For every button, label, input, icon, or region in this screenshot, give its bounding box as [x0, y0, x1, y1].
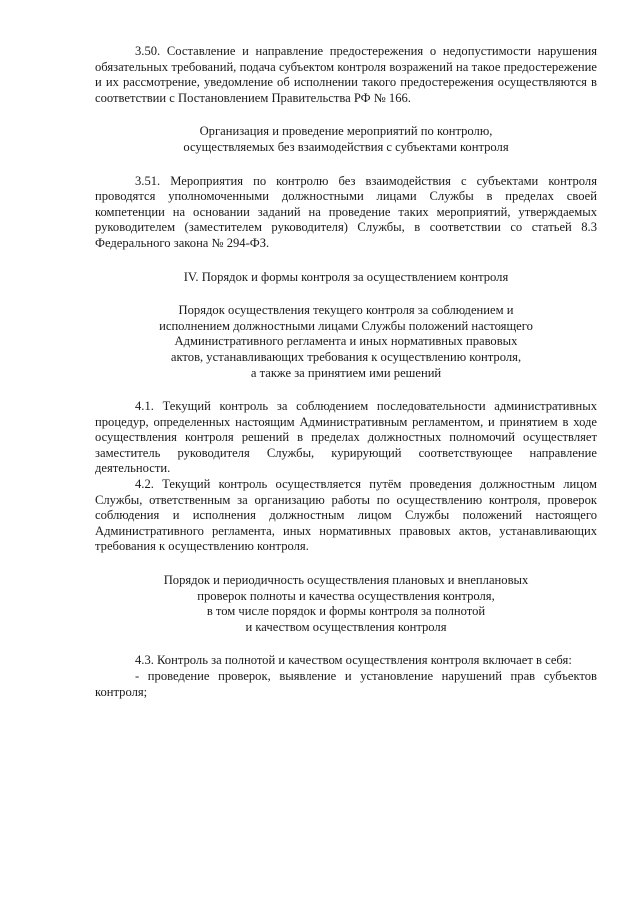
- list-item: - проведение проверок, выявление и установление нарушений прав субъектов контроля;: [95, 669, 597, 699]
- paragraph-4-3: 4.3. Контроль за полнотой и качеством осуществления контроля включает в себя:: [135, 653, 572, 668]
- heading-line: Административного регламента и иных нормативных правовых: [174, 334, 518, 349]
- heading-line: Организация и проведение мероприятий по контролю,: [199, 124, 493, 139]
- spacer: [95, 156, 597, 174]
- heading-line: исполнением должностными лицами Службы положений настоящего: [159, 318, 533, 333]
- spacer: [95, 106, 597, 124]
- spacer: [95, 285, 597, 303]
- heading-line: актов, устанавливающих требования к осуществлению контроля,: [170, 349, 522, 364]
- spacer: [95, 635, 597, 653]
- heading-line: а также за принятием ими решений: [250, 365, 442, 380]
- section-iv-title: IV. Порядок и формы контроля за осуществлением контроля: [183, 269, 509, 284]
- paragraph-4-1: 4.1. Текущий контроль за соблюдением последовательности административных процедур, определенных настоящим Административным регламентом, и принятием в ходе осуществления контроля решений в пределах должностных полномочий осуществляет заместитель руководителя Службы, курирующий соответствующее направление деятельности.: [95, 399, 597, 476]
- heading-line: Порядок и периодичность осуществления плановых и внеплановых: [163, 573, 529, 588]
- heading-current-control: [95, 303, 597, 381]
- paragraph-3-50: 3.50. Составление и направление предостережения о недопустимости нарушения обязательных требований, подача субъектом контроля возражений на такое предостережение и их рассмотрение, уведомление об исполнении такого предостережения осуществляются в соответствии с Постановлением Правительства РФ № 166.: [95, 44, 597, 105]
- heading-line: осуществляемых без взаимодействия с субъектами контроля: [183, 139, 509, 154]
- paragraph-4-2: 4.2. Текущий контроль осуществляется путём проведения должностным лицом Службы, ответственным за организацию работы по осуществлению контроля, проверок соблюдения и исполнения должностным лицом Службы положений настоящего Административного регламента, иных нормативных правовых актов, устанавливающих требования к осуществлению контроля.: [95, 477, 597, 554]
- spacer: [95, 252, 597, 270]
- heading-periodicity: [95, 573, 597, 635]
- heading-line: в том числе порядок и формы контроля за полнотой: [206, 604, 486, 619]
- heading-organization: [95, 124, 597, 155]
- heading-line: Порядок осуществления текущего контроля за соблюдением и: [178, 303, 514, 318]
- spacer: [95, 381, 597, 399]
- spacer: [95, 555, 597, 573]
- heading-line: и качеством осуществления контроля: [245, 619, 447, 634]
- paragraph-3-51: 3.51. Мероприятия по контролю без взаимодействия с субъектами контроля проводятся уполномоченными должностными лицами Службы в пределах своей компетенции на основании заданий на проведение таких мероприятий, утверждаемых руководителем (заместителем руководителя) Службы, в соответствии со статьей 8.3 Федерального закона № 294-ФЗ.: [95, 173, 597, 250]
- heading-line: проверок полноты и качества осуществления контроля,: [197, 588, 495, 603]
